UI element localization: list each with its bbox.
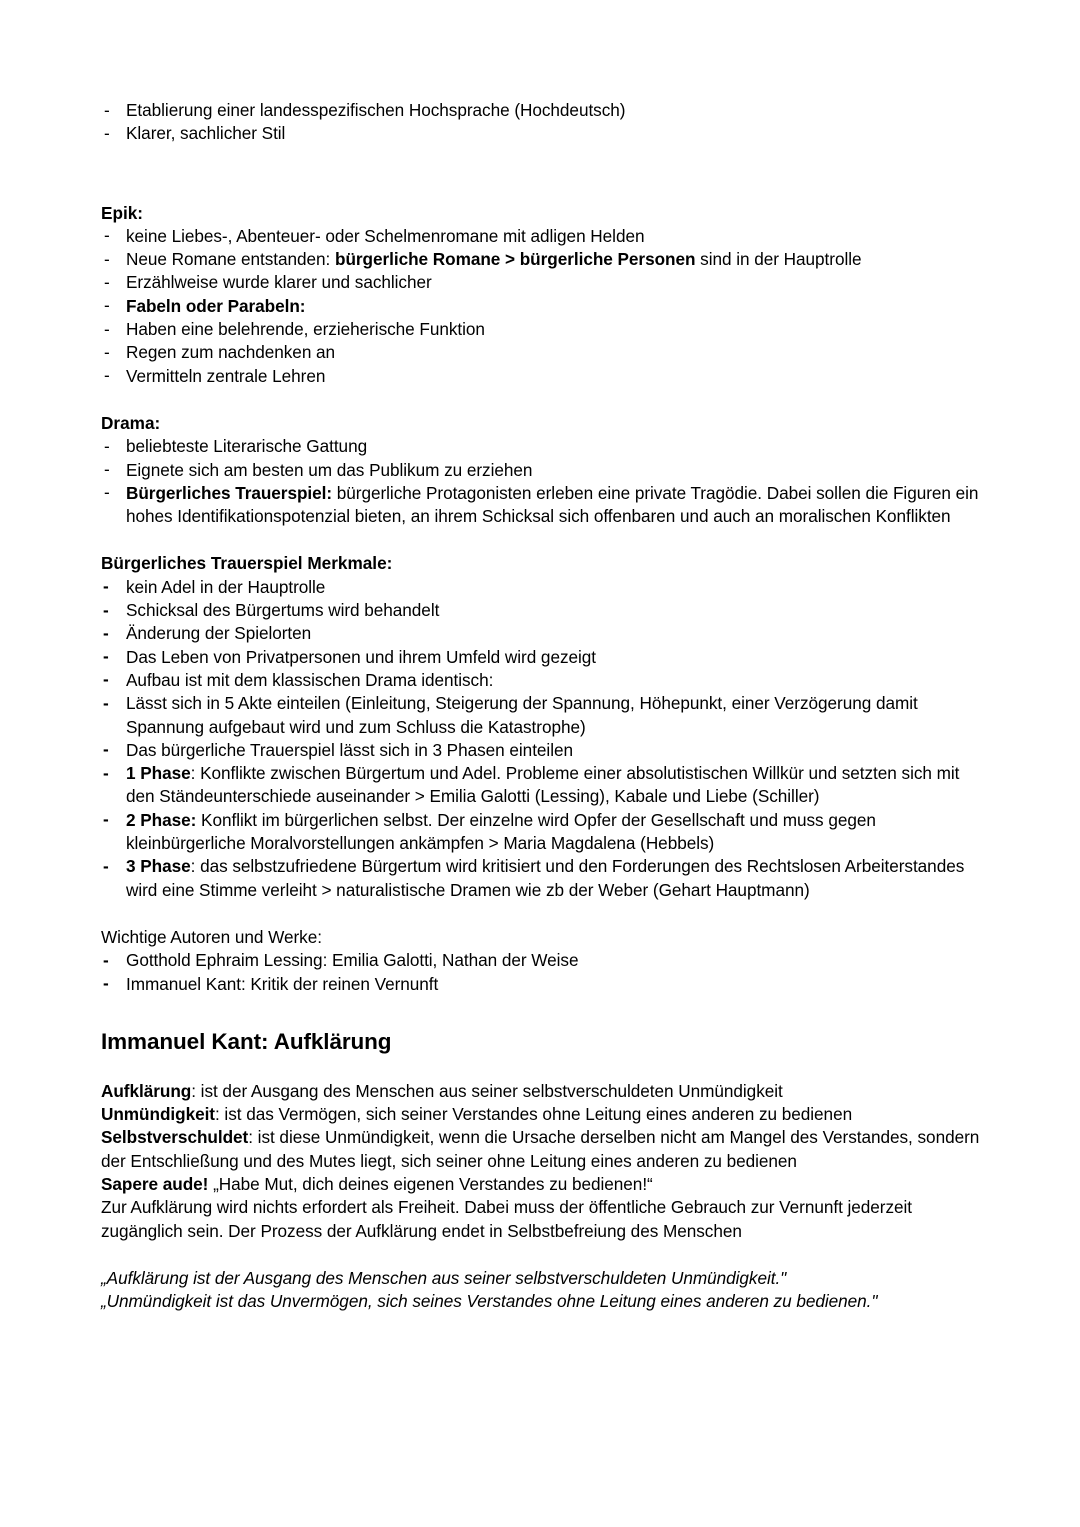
list-item-text: Regen zum nachdenken an bbox=[126, 342, 336, 363]
list-item-text: Schicksal des Bürgertums wird behandelt bbox=[126, 600, 440, 621]
list-item bbox=[101, 122, 991, 145]
list-item-text: Gotthold Ephraim Lessing: Emilia Galotti, Nathan der Weise bbox=[126, 950, 579, 971]
spacer bbox=[101, 146, 991, 202]
spacer bbox=[101, 1243, 991, 1267]
list-item-bold: 3 Phase bbox=[126, 856, 191, 877]
list-item-suffix: bürgerliche Protagonisten erleben eine private Tragödie. Dabei sollen die Figuren ein hohes Identifikationspotenzial bieten, an ihrem Schicksal sich offenbaren und auch an moralischen Konflikten bbox=[126, 482, 979, 527]
definition-term: Unmündigkeit bbox=[101, 1104, 215, 1125]
section-title-drama: Drama: bbox=[101, 412, 161, 433]
list-item-text: beliebteste Literarische Gattung bbox=[126, 436, 368, 457]
definition-term: Selbstverschuldet bbox=[101, 1127, 249, 1148]
list-item-suffix: : das selbstzufriedene Bürgertum wird kritisiert und den Forderungen des Rechtslosen Arbeiterstandes wird eine Stimme verleiht > naturalistische Dramen wie zb der Weber (Gehart Hauptmann) bbox=[126, 856, 965, 900]
list-item bbox=[101, 341, 991, 364]
kant-quote-2: „Unmündigkeit ist das Unvermögen, sich seines Verstandes ohne Leitung eines anderen zu bedienen." bbox=[101, 1291, 878, 1312]
list-item-bold: 2 Phase: bbox=[126, 809, 197, 830]
autoren-bullet-list bbox=[101, 949, 991, 996]
list-item bbox=[101, 669, 991, 692]
spacer bbox=[101, 996, 991, 1028]
list-item bbox=[101, 435, 991, 458]
list-item bbox=[101, 248, 991, 271]
list-item-text: Das bürgerliche Trauerspiel lässt sich in 3 Phasen einteilen bbox=[126, 739, 573, 760]
list-item-text: Vermitteln zentrale Lehren bbox=[126, 365, 326, 386]
list-item bbox=[101, 225, 991, 248]
list-item-bold: Bürgerliches Trauerspiel: bbox=[126, 482, 333, 503]
list-item bbox=[101, 949, 991, 972]
list-item bbox=[101, 99, 991, 122]
list-item bbox=[101, 318, 991, 341]
list-item-text: Änderung der Spielorten bbox=[126, 623, 312, 644]
list-item bbox=[101, 482, 991, 529]
kant-closing-paragraph: Zur Aufklärung wird nichts erfordert als Freiheit. Dabei muss der öffentliche Gebrauch zur Vernunft jederzeit zugänglich sein. Der Prozess der Aufklärung endet in Selbstbefreiung des Menschen bbox=[101, 1197, 913, 1241]
list-item-suffix: sind in der Hauptrolle bbox=[695, 249, 862, 270]
list-item bbox=[101, 459, 991, 482]
document-content bbox=[101, 99, 991, 1313]
definition-unmuendigkeit bbox=[101, 1103, 991, 1126]
spacer bbox=[101, 528, 991, 552]
definition-aufklaerung bbox=[101, 1080, 991, 1103]
list-item-text: kein Adel in der Hauptrolle bbox=[126, 576, 326, 597]
spacer bbox=[101, 1056, 991, 1080]
list-item bbox=[101, 646, 991, 669]
definition-text: : ist diese Unmündigkeit, wenn die Ursache derselben nicht am Mangel des Verstandes, sondern der Entschließung und des Mutes liegt, sich seiner ohne Leitung eines anderen zu bedienen bbox=[101, 1127, 980, 1171]
definition-text: „Habe Mut, dich deines eigenen Verstandes zu bedienen!“ bbox=[208, 1173, 653, 1194]
list-item bbox=[101, 271, 991, 294]
list-item-text: Aufbau ist mit dem klassischen Drama identisch: bbox=[126, 669, 494, 690]
list-item-text: Das Leben von Privatpersonen und ihrem Umfeld wird gezeigt bbox=[126, 646, 597, 667]
definition-text: : ist der Ausgang des Menschen aus seiner selbstverschuldeten Unmündigkeit bbox=[191, 1080, 783, 1101]
definition-term: Aufklärung bbox=[101, 1080, 192, 1101]
list-item bbox=[101, 855, 991, 902]
list-item-bold: 1 Phase bbox=[126, 763, 191, 784]
list-item-text: Lässt sich in 5 Akte einteilen (Einleitung, Steigerung der Spannung, Höhepunkt, einer Verzögerung damit Spannung aufgebaut wird und zum Schluss die Katastrophe) bbox=[126, 693, 918, 737]
list-item-bold: bürgerliche Romane > bürgerliche Personen bbox=[335, 249, 696, 270]
list-item bbox=[101, 809, 991, 856]
list-item bbox=[101, 295, 991, 318]
spacer bbox=[101, 388, 991, 412]
list-item-text: Eignete sich am besten um das Publikum zu erziehen bbox=[126, 459, 533, 480]
kant-quote-1: „Aufklärung ist der Ausgang des Menschen aus seiner selbstverschuldeten Unmündigkeit." bbox=[101, 1267, 787, 1288]
list-item-text: Immanuel Kant: Kritik der reinen Vernunft bbox=[126, 973, 439, 994]
list-item bbox=[101, 622, 991, 645]
list-item-suffix: Konflikt im bürgerlichen selbst. Der einzelne wird Opfer der Gesellschaft und muss gegen kleinbürgerliche Moralvorstellungen ankämpfen > Maria Magdalena (Hebbels) bbox=[126, 809, 876, 854]
list-item-prefix: Neue Romane entstanden: bbox=[126, 249, 336, 270]
section-title-epik: Epik: bbox=[101, 202, 144, 223]
definition-sapere-aude bbox=[101, 1173, 991, 1196]
list-item-text: Klarer, sachlicher Stil bbox=[126, 123, 286, 144]
list-item-suffix: : Konflikte zwischen Bürgertum und Adel. Probleme einer absolutistischen Willkür und setzten sich mit den Ständeunterschiede auseinander > Emilia Galotti (Lessing), Kabale und Liebe (Schiller) bbox=[126, 763, 960, 807]
drama-bullet-list bbox=[101, 435, 991, 528]
top-bullet-list bbox=[101, 99, 991, 146]
spacer bbox=[101, 902, 991, 926]
list-item bbox=[101, 692, 991, 739]
merkmale-bullet-list bbox=[101, 576, 991, 902]
list-item bbox=[101, 973, 991, 996]
list-item bbox=[101, 739, 991, 762]
list-item bbox=[101, 762, 991, 809]
list-item bbox=[101, 365, 991, 388]
list-item-text: Haben eine belehrende, erzieherische Funktion bbox=[126, 319, 485, 340]
list-item-text: Erzählweise wurde klarer und sachlicher bbox=[126, 272, 432, 293]
definition-text: : ist das Vermögen, sich seiner Verstandes ohne Leitung eines anderen zu bedienen bbox=[214, 1104, 853, 1125]
list-item-text: Etablierung einer landesspezifischen Hochsprache (Hochdeutsch) bbox=[126, 100, 626, 120]
epik-bullet-list bbox=[101, 225, 991, 388]
definition-selbstverschuldet bbox=[101, 1126, 991, 1173]
section-title-autoren: Wichtige Autoren und Werke: bbox=[101, 926, 322, 947]
list-item bbox=[101, 576, 991, 599]
page-heading-kant: Immanuel Kant: Aufklärung bbox=[101, 1028, 392, 1054]
list-item bbox=[101, 599, 991, 622]
definition-term: Sapere aude! bbox=[101, 1173, 209, 1194]
list-item-text: keine Liebes-, Abenteuer- oder Schelmenromane mit adligen Helden bbox=[126, 225, 645, 246]
list-item-bold: Fabeln oder Parabeln: bbox=[126, 295, 306, 316]
section-title-merkmale: Bürgerliches Trauerspiel Merkmale: bbox=[101, 553, 393, 574]
